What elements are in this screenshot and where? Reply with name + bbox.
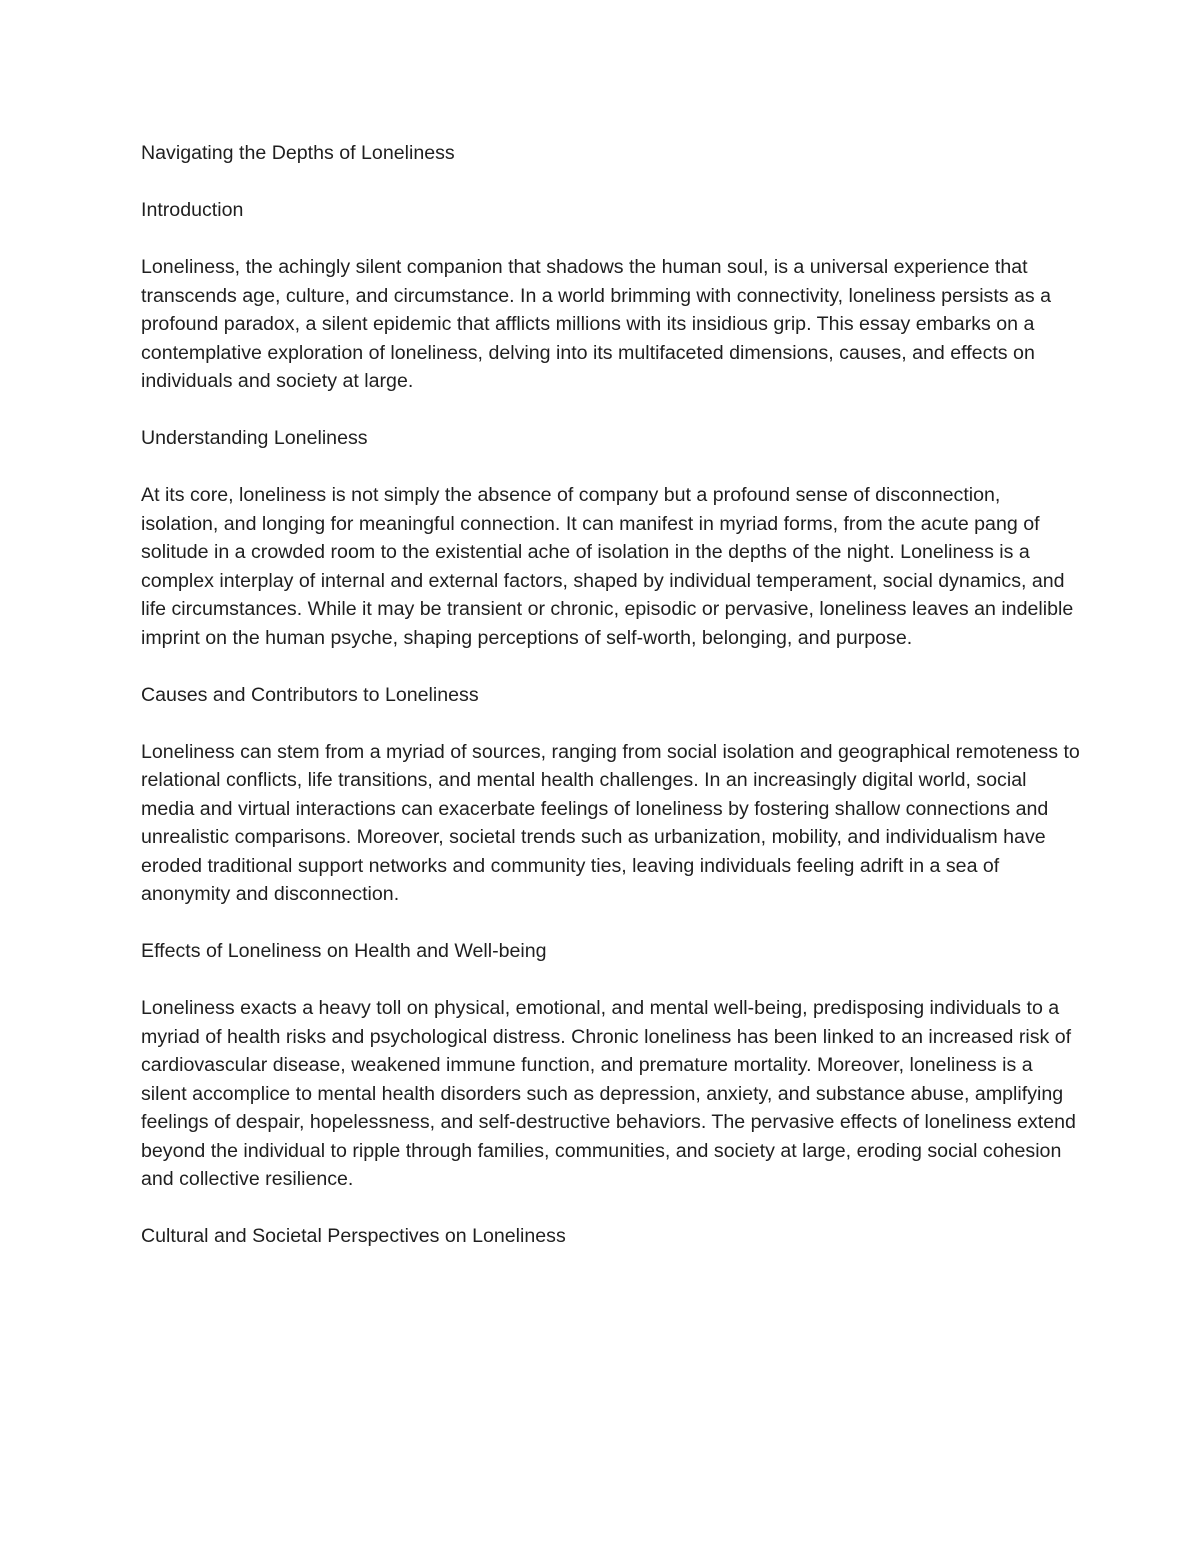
section-paragraph-understanding: At its core, loneliness is not simply the absence of company but a profound sense of disconnection, isolation, and longing for meaningful connection. It can manifest in myriad forms, from the acute pang of solitude in a crowded room to the existential ache of isolation in the depths of the night. Loneliness is a complex interplay of internal and external factors, shaped by individual temperament, social dynamics, and life circumstances. While it may be transient or chronic, episodic or pervasive, loneliness leaves an indelible imprint on the human psyche, shaping perceptions of self-worth, belonging, and purpose. — [141, 484, 1074, 649]
section-heading-cultural: Cultural and Societal Perspectives on Loneliness — [141, 1225, 566, 1247]
document-body — [141, 139, 1081, 1279]
section-heading-understanding: Understanding Loneliness — [141, 427, 368, 449]
section-paragraph-effects: Loneliness exacts a heavy toll on physical, emotional, and mental well-being, predisposing individuals to a myriad of health risks and psychological distress. Chronic loneliness has been linked to an increased risk of cardiovascular disease, weakened immune function, and premature mortality. Moreover, loneliness is a silent accomplice to mental health disorders such as depression, anxiety, and substance abuse, amplifying feelings of despair, hopelessness, and self-destructive behaviors. The pervasive effects of loneliness extend beyond the individual to ripple through families, communities, and society at large, eroding social cohesion and collective resilience. — [141, 997, 1076, 1190]
document-title: Navigating the Depths of Loneliness — [141, 142, 455, 164]
section-paragraph-introduction: Loneliness, the achingly silent companion that shadows the human soul, is a universal experience that transcends age, culture, and circumstance. In a world brimming with connectivity, loneliness persists as a profound paradox, a silent epidemic that afflicts millions with its insidious grip. This essay embarks on a contemplative exploration of loneliness, delving into its multifaceted dimensions, causes, and effects on individuals and society at large. — [141, 256, 1052, 392]
section-paragraph-causes: Loneliness can stem from a myriad of sources, ranging from social isolation and geographical remoteness to relational conflicts, life transitions, and mental health challenges. In an increasingly digital world, social media and virtual interactions can exacerbate feelings of loneliness by fostering shallow connections and unrealistic comparisons. Moreover, societal trends such as urbanization, mobility, and individualism have eroded traditional support networks and community ties, leaving individuals feeling adrift in a sea of anonymity and disconnection. — [141, 740, 1080, 905]
section-heading-introduction: Introduction — [141, 199, 244, 221]
section-heading-causes: Causes and Contributors to Loneliness — [141, 683, 479, 706]
section-heading-effects: Effects of Loneliness on Health and Well-being — [141, 940, 547, 962]
